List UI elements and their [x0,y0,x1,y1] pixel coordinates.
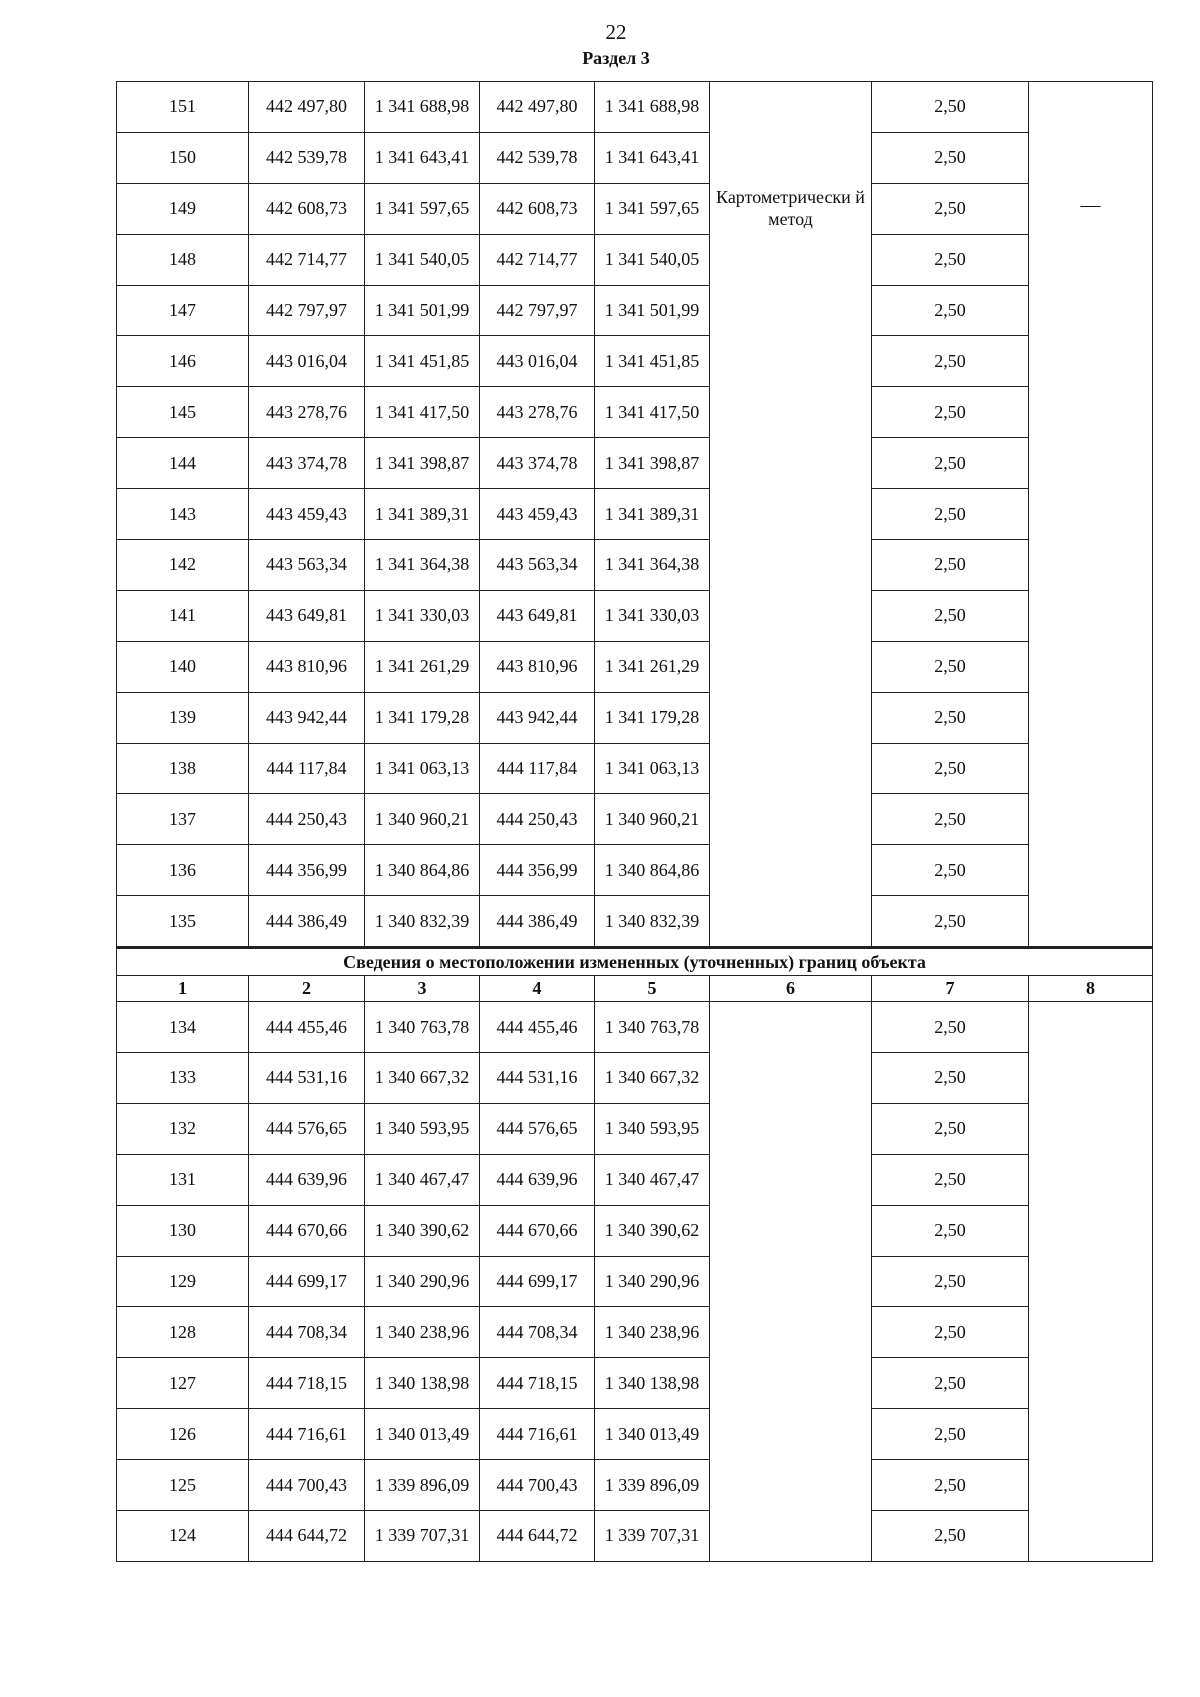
accuracy-cell: 2,50 [872,1460,1029,1511]
table-row [117,285,1153,336]
y-new-cell: 1 341 597,65 [595,183,710,234]
x-old-cell: 444 639,96 [249,1154,365,1205]
point-number-cell: 145 [117,387,249,438]
y-old-cell: 1 341 688,98 [365,82,480,133]
accuracy-cell: 2,50 [872,438,1029,489]
y-old-cell: 1 340 013,49 [365,1409,480,1460]
x-old-cell: 444 699,17 [249,1256,365,1307]
accuracy-cell: 2,50 [872,743,1029,794]
point-number-cell: 138 [117,743,249,794]
x-new-cell: 442 497,80 [480,82,595,133]
x-old-cell: 442 539,78 [249,132,365,183]
table-row [117,641,1153,692]
x-new-cell: 444 716,61 [480,1409,595,1460]
accuracy-cell: 2,50 [872,590,1029,641]
coordinates-table [116,81,1153,1562]
x-old-cell: 442 797,97 [249,285,365,336]
x-new-cell: 442 608,73 [480,183,595,234]
x-new-cell: 444 531,16 [480,1053,595,1104]
x-old-cell: 443 459,43 [249,489,365,540]
x-old-cell: 444 718,15 [249,1358,365,1409]
y-old-cell: 1 340 593,95 [365,1103,480,1154]
column-header: 8 [1029,976,1153,1002]
point-number-cell: 147 [117,285,249,336]
point-number-cell: 140 [117,641,249,692]
column-header: 4 [480,976,595,1002]
x-new-cell: 444 718,15 [480,1358,595,1409]
y-old-cell: 1 341 451,85 [365,336,480,387]
x-new-cell: 444 386,49 [480,896,595,948]
accuracy-cell: 2,50 [872,132,1029,183]
x-old-cell: 443 942,44 [249,692,365,743]
y-old-cell: 1 340 238,96 [365,1307,480,1358]
table-row [117,1103,1153,1154]
point-number-cell: 136 [117,845,249,896]
y-old-cell: 1 340 960,21 [365,794,480,845]
y-old-cell: 1 341 501,99 [365,285,480,336]
x-old-cell: 443 649,81 [249,590,365,641]
x-new-cell: 444 699,17 [480,1256,595,1307]
accuracy-cell: 2,50 [872,845,1029,896]
point-number-cell: 133 [117,1053,249,1104]
point-number-cell: 132 [117,1103,249,1154]
x-old-cell: 444 117,84 [249,743,365,794]
accuracy-cell: 2,50 [872,82,1029,133]
table-row [117,794,1153,845]
y-old-cell: 1 341 063,13 [365,743,480,794]
point-number-cell: 127 [117,1358,249,1409]
x-new-cell: 444 708,34 [480,1307,595,1358]
y-old-cell: 1 341 398,87 [365,438,480,489]
section-title: Раздел 3 [582,48,650,68]
x-new-cell: 444 455,46 [480,1002,595,1053]
x-old-cell: 444 708,34 [249,1307,365,1358]
y-new-cell: 1 341 688,98 [595,82,710,133]
accuracy-cell: 2,50 [872,183,1029,234]
x-old-cell: 444 455,46 [249,1002,365,1053]
accuracy-cell: 2,50 [872,1511,1029,1562]
point-number-cell: 139 [117,692,249,743]
point-number-cell: 125 [117,1460,249,1511]
y-old-cell: 1 341 330,03 [365,590,480,641]
table-row [117,1511,1153,1562]
point-number-cell: 144 [117,438,249,489]
y-new-cell: 1 340 960,21 [595,794,710,845]
y-new-cell: 1 341 398,87 [595,438,710,489]
table-row [117,1256,1153,1307]
x-new-cell: 444 117,84 [480,743,595,794]
table-row [117,1002,1153,1053]
y-old-cell: 1 341 179,28 [365,692,480,743]
y-new-cell: 1 340 593,95 [595,1103,710,1154]
y-new-cell: 1 341 389,31 [595,489,710,540]
x-new-cell: 443 278,76 [480,387,595,438]
y-new-cell: 1 340 763,78 [595,1002,710,1053]
page-number: 22 [605,20,627,44]
x-old-cell: 443 563,34 [249,540,365,591]
table-row [117,489,1153,540]
col8-cell [1029,82,1153,948]
table-row [117,692,1153,743]
y-new-cell: 1 341 643,41 [595,132,710,183]
point-number-cell: 146 [117,336,249,387]
point-number-cell: 126 [117,1409,249,1460]
y-new-cell: 1 340 864,86 [595,845,710,896]
x-old-cell: 442 608,73 [249,183,365,234]
accuracy-cell: 2,50 [872,234,1029,285]
y-old-cell: 1 339 707,31 [365,1511,480,1562]
point-number-cell: 124 [117,1511,249,1562]
x-new-cell: 443 649,81 [480,590,595,641]
x-old-cell: 442 497,80 [249,82,365,133]
x-new-cell: 443 016,04 [480,336,595,387]
y-new-cell: 1 341 417,50 [595,387,710,438]
x-old-cell: 444 670,66 [249,1205,365,1256]
table-row [117,1460,1153,1511]
x-new-cell: 443 374,78 [480,438,595,489]
y-new-cell: 1 341 451,85 [595,336,710,387]
dash-value: — [1080,194,1101,216]
x-new-cell: 444 700,43 [480,1460,595,1511]
accuracy-cell: 2,50 [872,794,1029,845]
table-row [117,1409,1153,1460]
y-old-cell: 1 340 763,78 [365,1002,480,1053]
x-old-cell: 444 531,16 [249,1053,365,1104]
x-old-cell: 444 644,72 [249,1511,365,1562]
column-header: 2 [249,976,365,1002]
x-new-cell: 444 644,72 [480,1511,595,1562]
x-new-cell: 444 576,65 [480,1103,595,1154]
y-old-cell: 1 340 390,62 [365,1205,480,1256]
y-new-cell: 1 340 467,47 [595,1154,710,1205]
accuracy-cell: 2,50 [872,540,1029,591]
y-old-cell: 1 341 540,05 [365,234,480,285]
accuracy-cell: 2,50 [872,1358,1029,1409]
accuracy-cell: 2,50 [872,1307,1029,1358]
column-header: 1 [117,976,249,1002]
y-old-cell: 1 341 261,29 [365,641,480,692]
y-new-cell: 1 340 013,49 [595,1409,710,1460]
x-new-cell: 442 714,77 [480,234,595,285]
column-header: 5 [595,976,710,1002]
table-row [117,132,1153,183]
table-row [117,1358,1153,1409]
x-old-cell: 443 374,78 [249,438,365,489]
point-number-cell: 134 [117,1002,249,1053]
point-number-cell: 131 [117,1154,249,1205]
x-new-cell: 443 459,43 [480,489,595,540]
y-new-cell: 1 339 707,31 [595,1511,710,1562]
x-old-cell: 443 016,04 [249,336,365,387]
x-old-cell: 443 810,96 [249,641,365,692]
table-row [117,743,1153,794]
table-row [117,1205,1153,1256]
y-new-cell: 1 341 540,05 [595,234,710,285]
point-number-cell: 142 [117,540,249,591]
accuracy-cell: 2,50 [872,1256,1029,1307]
x-old-cell: 444 386,49 [249,896,365,948]
accuracy-cell: 2,50 [872,489,1029,540]
y-new-cell: 1 340 290,96 [595,1256,710,1307]
accuracy-cell: 2,50 [872,336,1029,387]
table-row [117,1307,1153,1358]
table-row [117,183,1153,234]
point-number-cell: 148 [117,234,249,285]
y-old-cell: 1 341 643,41 [365,132,480,183]
y-new-cell: 1 340 832,39 [595,896,710,948]
y-new-cell: 1 339 896,09 [595,1460,710,1511]
method-cell [710,1002,872,1562]
point-number-cell: 150 [117,132,249,183]
point-number-cell: 137 [117,794,249,845]
x-old-cell: 444 716,61 [249,1409,365,1460]
x-new-cell: 444 639,96 [480,1154,595,1205]
point-number-cell: 129 [117,1256,249,1307]
accuracy-cell: 2,50 [872,1154,1029,1205]
x-old-cell: 444 356,99 [249,845,365,896]
y-new-cell: 1 341 179,28 [595,692,710,743]
y-old-cell: 1 341 364,38 [365,540,480,591]
y-old-cell: 1 340 667,32 [365,1053,480,1104]
accuracy-cell: 2,50 [872,641,1029,692]
coordinates-table-body [117,82,1153,1562]
x-old-cell: 442 714,77 [249,234,365,285]
y-old-cell: 1 340 467,47 [365,1154,480,1205]
y-new-cell: 1 340 390,62 [595,1205,710,1256]
x-old-cell: 444 700,43 [249,1460,365,1511]
y-old-cell: 1 341 597,65 [365,183,480,234]
point-number-cell: 149 [117,183,249,234]
col8-cell [1029,1002,1153,1562]
table-row [117,896,1153,948]
accuracy-cell: 2,50 [872,387,1029,438]
x-old-cell: 444 576,65 [249,1103,365,1154]
table-row [117,540,1153,591]
accuracy-cell: 2,50 [872,1103,1029,1154]
table-row [117,82,1153,133]
point-number-cell: 143 [117,489,249,540]
y-old-cell: 1 340 864,86 [365,845,480,896]
point-number-cell: 128 [117,1307,249,1358]
table-row [117,845,1153,896]
accuracy-cell: 2,50 [872,1409,1029,1460]
accuracy-cell: 2,50 [872,1053,1029,1104]
point-number-cell: 130 [117,1205,249,1256]
y-old-cell: 1 339 896,09 [365,1460,480,1511]
x-old-cell: 444 250,43 [249,794,365,845]
y-new-cell: 1 341 063,13 [595,743,710,794]
y-new-cell: 1 341 501,99 [595,285,710,336]
y-new-cell: 1 341 330,03 [595,590,710,641]
x-new-cell: 443 563,34 [480,540,595,591]
x-new-cell: 444 356,99 [480,845,595,896]
accuracy-cell: 2,50 [872,1002,1029,1053]
point-number-cell: 151 [117,82,249,133]
x-new-cell: 444 670,66 [480,1205,595,1256]
accuracy-cell: 2,50 [872,285,1029,336]
column-header: 3 [365,976,480,1002]
table-row [117,438,1153,489]
accuracy-cell: 2,50 [872,896,1029,948]
table-row [117,234,1153,285]
y-old-cell: 1 340 832,39 [365,896,480,948]
y-new-cell: 1 340 238,96 [595,1307,710,1358]
table-row [117,1154,1153,1205]
y-new-cell: 1 340 138,98 [595,1358,710,1409]
y-new-cell: 1 340 667,32 [595,1053,710,1104]
y-old-cell: 1 341 389,31 [365,489,480,540]
y-old-cell: 1 341 417,50 [365,387,480,438]
accuracy-cell: 2,50 [872,1205,1029,1256]
table-row [117,590,1153,641]
method-cell: Картометрически й метод [710,82,872,948]
x-new-cell: 443 942,44 [480,692,595,743]
table-row [117,336,1153,387]
x-new-cell: 443 810,96 [480,641,595,692]
point-number-cell: 135 [117,896,249,948]
y-new-cell: 1 341 364,38 [595,540,710,591]
y-old-cell: 1 340 138,98 [365,1358,480,1409]
table-row [117,387,1153,438]
x-old-cell: 443 278,76 [249,387,365,438]
x-new-cell: 442 539,78 [480,132,595,183]
y-old-cell: 1 340 290,96 [365,1256,480,1307]
accuracy-cell: 2,50 [872,692,1029,743]
column-header-row [117,976,1153,1002]
x-new-cell: 442 797,97 [480,285,595,336]
x-new-cell: 444 250,43 [480,794,595,845]
section-heading: Сведения о местоположении измененных (уточненных) границ объекта [117,948,1153,976]
table-row [117,1053,1153,1104]
column-header: 6 [710,976,872,1002]
y-new-cell: 1 341 261,29 [595,641,710,692]
section-heading-row [117,948,1153,976]
column-header: 7 [872,976,1029,1002]
point-number-cell: 141 [117,590,249,641]
